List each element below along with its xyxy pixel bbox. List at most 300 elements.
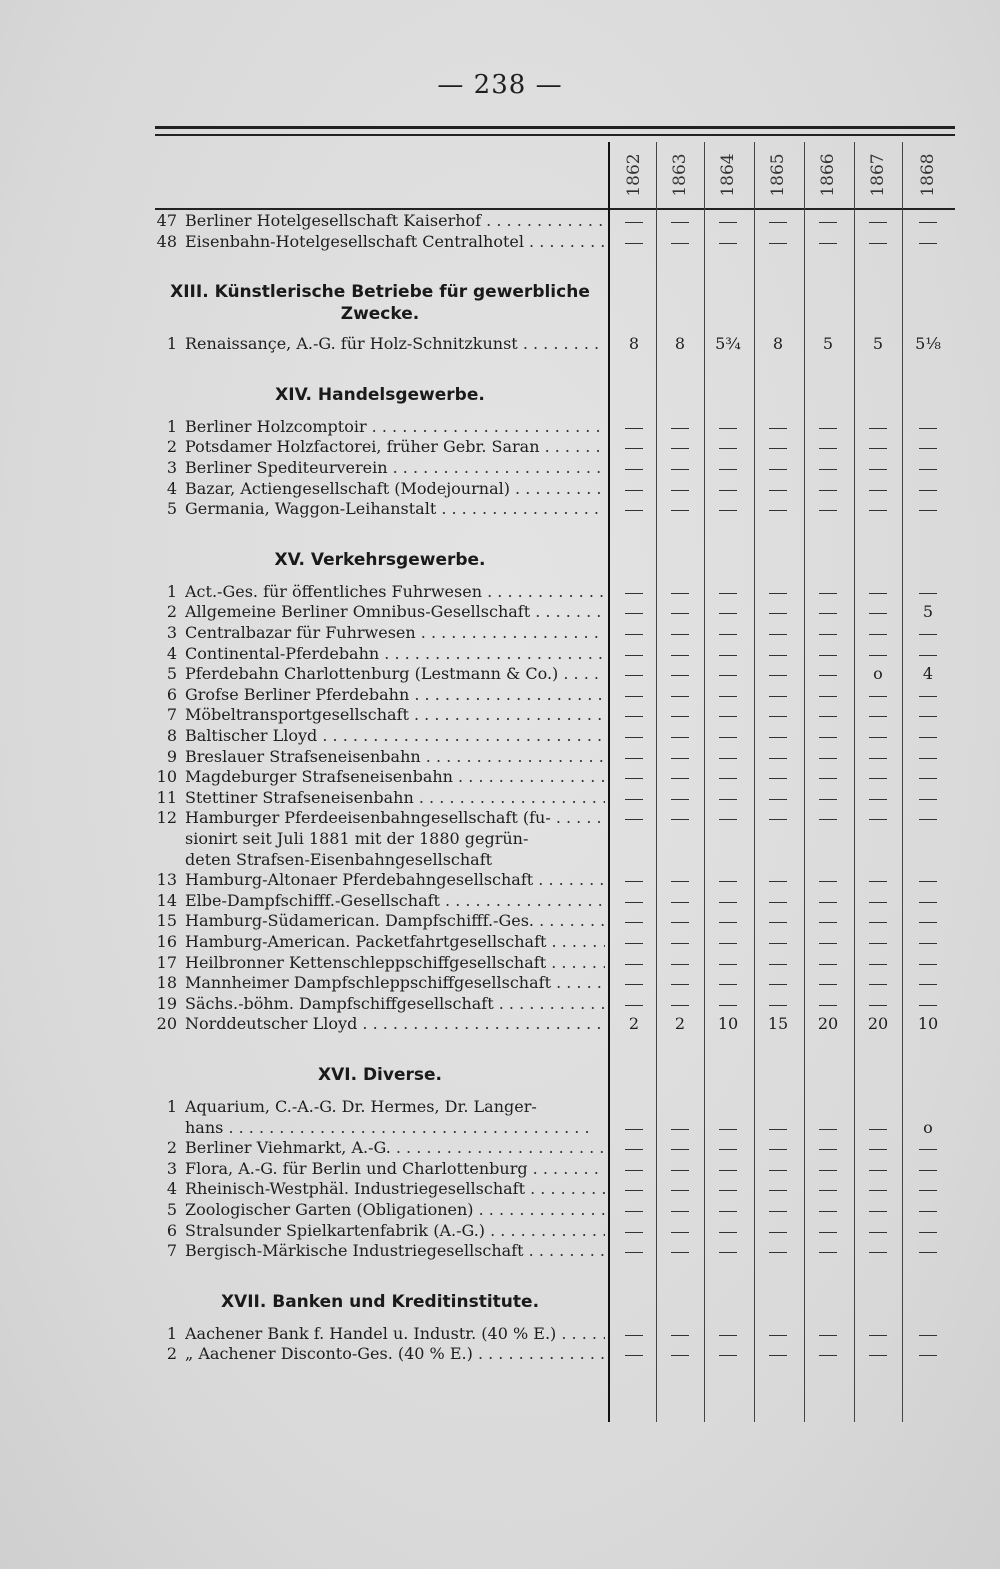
dash-mark	[919, 469, 937, 470]
dash-mark	[625, 778, 643, 779]
dash-mark	[869, 758, 887, 759]
dash-mark	[719, 1211, 737, 1212]
dash-mark	[671, 448, 689, 449]
dash-mark	[671, 593, 689, 594]
dash-mark	[869, 1170, 887, 1171]
company-name: Allgemeine Berliner Omnibus-Gesellschaft . . .	[185, 601, 605, 623]
row-number: 1	[166, 1097, 177, 1116]
dash-mark	[869, 1211, 887, 1212]
dash-mark	[769, 758, 787, 759]
table-row	[145, 725, 605, 747]
dash-mark	[719, 448, 737, 449]
dash-mark	[671, 1252, 689, 1253]
dash-mark	[625, 902, 643, 903]
company-name: Hamburger Pferdeeisenbahngesellschaft (fu- . . .	[185, 807, 605, 829]
company-name: Bazar, Actiengesellschaft (Modejournal) . . .	[185, 478, 605, 500]
table-row	[145, 787, 605, 809]
year-header: 1867	[868, 153, 888, 197]
dash-mark	[869, 943, 887, 944]
dash-mark	[671, 1190, 689, 1191]
dash-mark	[869, 634, 887, 635]
table-row	[145, 1013, 605, 1035]
dash-mark	[671, 510, 689, 511]
dash-mark	[819, 1355, 837, 1356]
table-row	[145, 457, 605, 479]
dividend-value: 5	[822, 334, 834, 354]
dash-mark	[819, 222, 837, 223]
dash-mark	[769, 613, 787, 614]
dash-mark	[769, 1252, 787, 1253]
dash-mark	[671, 1355, 689, 1356]
dash-mark	[869, 1252, 887, 1253]
dash-mark	[719, 964, 737, 965]
dash-mark	[671, 799, 689, 800]
dash-mark	[819, 716, 837, 717]
row-number: 2	[166, 1138, 177, 1158]
dash-mark	[671, 943, 689, 944]
dash-mark	[869, 1149, 887, 1150]
row-number: 6	[166, 1220, 177, 1240]
top-rule	[155, 126, 955, 129]
dash-mark	[919, 243, 937, 244]
dash-mark	[625, 655, 643, 656]
dash-mark	[769, 964, 787, 965]
dash-mark	[769, 984, 787, 985]
dash-mark	[625, 613, 643, 614]
row-number: 4	[166, 643, 177, 663]
table-row	[145, 581, 605, 603]
dash-mark	[919, 819, 937, 820]
dash-mark	[719, 469, 737, 470]
company-name: hans . . .	[185, 1117, 605, 1139]
row-number: 3	[166, 1158, 177, 1178]
dash-mark	[769, 1211, 787, 1212]
dash-mark	[769, 1232, 787, 1233]
company-name: Breslauer Strafseneisenbahn . . .	[185, 746, 605, 768]
row-number: 5	[166, 1200, 177, 1219]
dash-mark	[769, 490, 787, 491]
dash-mark	[819, 1252, 837, 1253]
company-name: Centralbazar für Fuhrwesen . . .	[185, 622, 605, 644]
company-name: Renaissançe, A.-G. für Holz-Schnitzkunst . . .	[185, 333, 605, 355]
column-rule	[754, 142, 755, 1422]
dash-mark	[625, 1190, 643, 1191]
company-name: Hamburg-Südamerican. Dampfschifff.-Ges. . . .	[185, 910, 605, 932]
table-row	[145, 663, 605, 685]
company-name: Eisenbahn-Hotelgesellschaft Centralhotel . . .	[185, 231, 605, 253]
dash-mark	[919, 1252, 937, 1253]
dash-mark	[819, 881, 837, 882]
dash-mark	[919, 964, 937, 965]
company-name: Elbe-Dampfschifff.-Gesellschaft . . .	[185, 890, 605, 912]
dash-mark	[869, 613, 887, 614]
dash-mark	[719, 778, 737, 779]
company-name: Flora, A.-G. für Berlin und Charlottenburg . . .	[185, 1158, 605, 1180]
table-row	[145, 828, 605, 850]
row-number: 2	[166, 1344, 177, 1364]
dash-mark	[719, 902, 737, 903]
dividend-value: o	[873, 664, 883, 684]
dash-mark	[671, 490, 689, 491]
dash-mark	[819, 943, 837, 944]
dividend-value: 5	[922, 602, 934, 622]
dash-mark	[719, 655, 737, 656]
company-name: Grofse Berliner Pferdebahn . . .	[185, 684, 605, 706]
dash-mark	[625, 469, 643, 470]
dash-mark	[625, 1355, 643, 1356]
dash-mark	[869, 490, 887, 491]
dash-mark	[819, 510, 837, 511]
column-rule	[704, 142, 705, 1422]
row-number: 4	[166, 478, 177, 498]
dash-mark	[671, 902, 689, 903]
row-number: 19	[156, 993, 177, 1013]
dash-mark	[625, 428, 643, 429]
dash-mark	[819, 428, 837, 429]
company-name: Hamburg-Altonaer Pferdebahngesellschaft . . .	[185, 869, 605, 891]
dash-mark	[719, 593, 737, 594]
page-number: — 238 —	[437, 70, 563, 100]
table-row	[145, 622, 605, 644]
dash-mark	[819, 1335, 837, 1336]
table-row	[145, 684, 605, 706]
company-name: Norddeutscher Lloyd . . .	[185, 1013, 605, 1035]
dash-mark	[625, 222, 643, 223]
dash-mark	[719, 428, 737, 429]
row-number: 17	[156, 952, 177, 972]
dash-mark	[919, 1232, 937, 1233]
dash-mark	[869, 469, 887, 470]
column-rule	[804, 142, 805, 1422]
company-name: Aachener Bank f. Handel u. Industr. (40 % E.) . . .	[185, 1323, 605, 1345]
row-number: 2	[166, 437, 177, 457]
dash-mark	[919, 222, 937, 223]
dash-mark	[869, 737, 887, 738]
dash-mark	[625, 1005, 643, 1006]
dash-mark	[919, 922, 937, 923]
table-row	[145, 746, 605, 768]
row-number: 7	[166, 1241, 177, 1261]
dash-mark	[671, 696, 689, 697]
dash-mark	[625, 1232, 643, 1233]
row-number: 18	[156, 973, 177, 993]
row-number: 13	[156, 870, 177, 890]
company-name: Continental-Pferdebahn . . .	[185, 643, 605, 665]
dash-mark	[625, 943, 643, 944]
dash-mark	[819, 778, 837, 779]
dash-mark	[671, 1005, 689, 1006]
dash-mark	[769, 1149, 787, 1150]
dash-mark	[919, 943, 937, 944]
dash-mark	[819, 448, 837, 449]
section-title: XV. Verkehrsgewerbe.	[274, 549, 486, 570]
dash-mark	[719, 1355, 737, 1356]
dash-mark	[769, 1190, 787, 1191]
table-row	[145, 1137, 605, 1159]
dash-mark	[719, 716, 737, 717]
dash-mark	[671, 1129, 689, 1130]
dash-mark	[625, 1211, 643, 1212]
dash-mark	[919, 1149, 937, 1150]
row-number: 4	[166, 1179, 177, 1199]
table-row	[145, 1199, 605, 1221]
dash-mark	[869, 243, 887, 244]
dash-mark	[919, 737, 937, 738]
dash-mark	[819, 675, 837, 676]
table-row	[145, 1240, 605, 1262]
dash-mark	[919, 1005, 937, 1006]
dividend-value: o	[923, 1117, 933, 1137]
top-rule-thin	[155, 134, 955, 136]
dash-mark	[625, 819, 643, 820]
dash-mark	[919, 1355, 937, 1356]
dash-mark	[869, 448, 887, 449]
dividend-value: 5¾	[715, 334, 741, 354]
dash-mark	[625, 510, 643, 511]
dash-mark	[719, 922, 737, 923]
row-number: 20	[156, 1014, 177, 1034]
dash-mark	[919, 490, 937, 491]
company-name: Magdeburger Strafseneisenbahn . . .	[185, 766, 605, 788]
table-row	[145, 1343, 605, 1365]
year-header: 1863	[670, 153, 690, 197]
dash-mark	[671, 1211, 689, 1212]
table-row	[145, 931, 605, 953]
company-name: Bergisch-Märkische Industriegesellschaft . . .	[185, 1240, 605, 1262]
dash-mark	[625, 490, 643, 491]
row-number: 1	[166, 581, 177, 601]
dash-mark	[869, 222, 887, 223]
dash-mark	[671, 243, 689, 244]
dash-mark	[819, 634, 837, 635]
dash-mark	[719, 799, 737, 800]
dash-mark	[869, 1190, 887, 1191]
company-name: sionirt seit Juli 1881 mit der 1880 gegrün-	[185, 829, 529, 848]
dash-mark	[869, 1129, 887, 1130]
dash-mark	[819, 964, 837, 965]
table-row	[145, 972, 605, 994]
company-name: Sächs.-böhm. Dampfschiffgesellschaft . . .	[185, 993, 605, 1015]
dash-mark	[719, 675, 737, 676]
dash-mark	[769, 1335, 787, 1336]
dash-mark	[671, 428, 689, 429]
dash-mark	[819, 984, 837, 985]
table-row	[145, 766, 605, 788]
section-title: XVII. Banken und Kreditinstitute.	[220, 1291, 540, 1312]
dash-mark	[769, 902, 787, 903]
dash-mark	[719, 222, 737, 223]
company-name: „ Aachener Disconto-Ges. (40 % E.) . . .	[185, 1343, 605, 1365]
company-name: Heilbronner Kettenschleppschiffgesellschaft . . .	[185, 952, 605, 974]
dash-mark	[819, 1211, 837, 1212]
dash-mark	[671, 222, 689, 223]
company-name: Berliner Holzcomptoir . . .	[185, 416, 605, 438]
dash-mark	[719, 1170, 737, 1171]
company-name: Aquarium, C.-A.-G. Dr. Hermes, Dr. Langer-	[185, 1097, 537, 1116]
dash-mark	[819, 737, 837, 738]
table-row	[145, 952, 605, 974]
dash-mark	[819, 593, 837, 594]
dash-mark	[769, 243, 787, 244]
dash-mark	[719, 1190, 737, 1191]
year-header: 1866	[818, 153, 838, 197]
dash-mark	[869, 593, 887, 594]
company-name: Stettiner Strafseneisenbahn . . .	[185, 787, 605, 809]
dash-mark	[819, 799, 837, 800]
dash-mark	[869, 428, 887, 429]
dash-mark	[625, 675, 643, 676]
dash-mark	[719, 881, 737, 882]
dash-mark	[819, 902, 837, 903]
dash-mark	[625, 984, 643, 985]
dash-mark	[719, 634, 737, 635]
table-row	[145, 436, 605, 458]
dash-mark	[769, 1005, 787, 1006]
row-number: 6	[166, 684, 177, 704]
dash-mark	[869, 922, 887, 923]
dash-mark	[819, 655, 837, 656]
dash-mark	[719, 1232, 737, 1233]
dash-mark	[919, 448, 937, 449]
dash-mark	[869, 1005, 887, 1006]
column-rule	[608, 142, 610, 1422]
dash-mark	[719, 1149, 737, 1150]
dash-mark	[719, 1252, 737, 1253]
table-row	[145, 890, 605, 912]
dash-mark	[819, 1149, 837, 1150]
dash-mark	[819, 1129, 837, 1130]
dash-mark	[769, 593, 787, 594]
dash-mark	[819, 469, 837, 470]
dash-mark	[819, 758, 837, 759]
dividend-value: 8	[628, 334, 640, 354]
dash-mark	[919, 1335, 937, 1336]
dash-mark	[869, 1335, 887, 1336]
company-name: Stralsunder Spielkartenfabrik (A.-G.) . . .	[185, 1220, 605, 1242]
dash-mark	[625, 448, 643, 449]
dash-mark	[719, 737, 737, 738]
table-row	[145, 849, 605, 871]
row-number: 9	[166, 746, 177, 766]
dash-mark	[869, 964, 887, 965]
dash-mark	[769, 737, 787, 738]
dash-mark	[819, 696, 837, 697]
dash-mark	[769, 1129, 787, 1130]
dash-mark	[671, 716, 689, 717]
row-number: 48	[156, 231, 177, 251]
table-row	[145, 993, 605, 1015]
dash-mark	[719, 943, 737, 944]
dash-mark	[769, 655, 787, 656]
dividend-value: 20	[867, 1014, 889, 1034]
dash-mark	[769, 634, 787, 635]
dash-mark	[719, 1129, 737, 1130]
dash-mark	[671, 881, 689, 882]
row-number: 10	[156, 767, 177, 787]
table-row	[145, 1323, 605, 1345]
dash-mark	[719, 243, 737, 244]
row-number: 14	[156, 890, 177, 910]
row-number: 12	[156, 808, 177, 828]
dash-mark	[869, 778, 887, 779]
row-number: 3	[166, 623, 177, 642]
dash-mark	[819, 1005, 837, 1006]
column-rule	[854, 142, 855, 1422]
dash-mark	[869, 799, 887, 800]
dash-mark	[819, 1190, 837, 1191]
row-number: 3	[166, 458, 177, 477]
dash-mark	[769, 448, 787, 449]
dividend-value: 20	[817, 1014, 839, 1034]
dash-mark	[769, 675, 787, 676]
dash-mark	[919, 1170, 937, 1171]
section-title: XVI. Diverse.	[317, 1065, 442, 1085]
table-row	[145, 704, 605, 726]
dash-mark	[719, 613, 737, 614]
row-number: 1	[166, 334, 177, 354]
dash-mark	[919, 696, 937, 697]
table-row	[145, 1158, 605, 1180]
dash-mark	[625, 716, 643, 717]
row-number: 5	[166, 499, 177, 519]
dash-mark	[625, 634, 643, 635]
dash-mark	[919, 634, 937, 635]
dash-mark	[625, 881, 643, 882]
dash-mark	[819, 1170, 837, 1171]
dash-mark	[625, 1129, 643, 1130]
dash-mark	[671, 964, 689, 965]
company-name: Berliner Hotelgesellschaft Kaiserhof . . .	[185, 210, 605, 232]
table-row	[145, 231, 605, 253]
company-name: Zoologischer Garten (Obligationen) . . .	[185, 1199, 605, 1221]
dash-mark	[819, 243, 837, 244]
company-name: Möbeltransportgesellschaft . . .	[185, 704, 605, 726]
dash-mark	[625, 737, 643, 738]
dash-mark	[625, 696, 643, 697]
table-row	[145, 1096, 605, 1118]
dash-mark	[769, 819, 787, 820]
dash-mark	[625, 799, 643, 800]
dividend-value: 2	[674, 1014, 686, 1034]
column-rule	[902, 142, 903, 1422]
column-rule	[656, 142, 657, 1422]
dash-mark	[769, 510, 787, 511]
dash-mark	[919, 428, 937, 429]
dash-mark	[719, 490, 737, 491]
dash-mark	[671, 758, 689, 759]
dash-mark	[625, 758, 643, 759]
row-number: 11	[156, 787, 177, 807]
dividend-value: 8	[674, 334, 686, 354]
dash-mark	[671, 675, 689, 676]
table-row	[145, 1178, 605, 1200]
dash-mark	[671, 1149, 689, 1150]
dash-mark	[625, 1170, 643, 1171]
table-row	[145, 910, 605, 932]
dividend-value: 5⅛	[915, 334, 941, 354]
row-number: 1	[166, 1323, 177, 1343]
company-name: Pferdebahn Charlottenburg (Lestmann & Co.) . . .	[185, 663, 605, 685]
row-number: 2	[166, 602, 177, 622]
dash-mark	[719, 1005, 737, 1006]
dash-mark	[869, 881, 887, 882]
dash-mark	[719, 819, 737, 820]
dash-mark	[769, 222, 787, 223]
row-number: 7	[166, 705, 177, 725]
dash-mark	[719, 758, 737, 759]
company-name: Germania, Waggon-Leihanstalt . . .	[185, 498, 605, 520]
dash-mark	[671, 778, 689, 779]
